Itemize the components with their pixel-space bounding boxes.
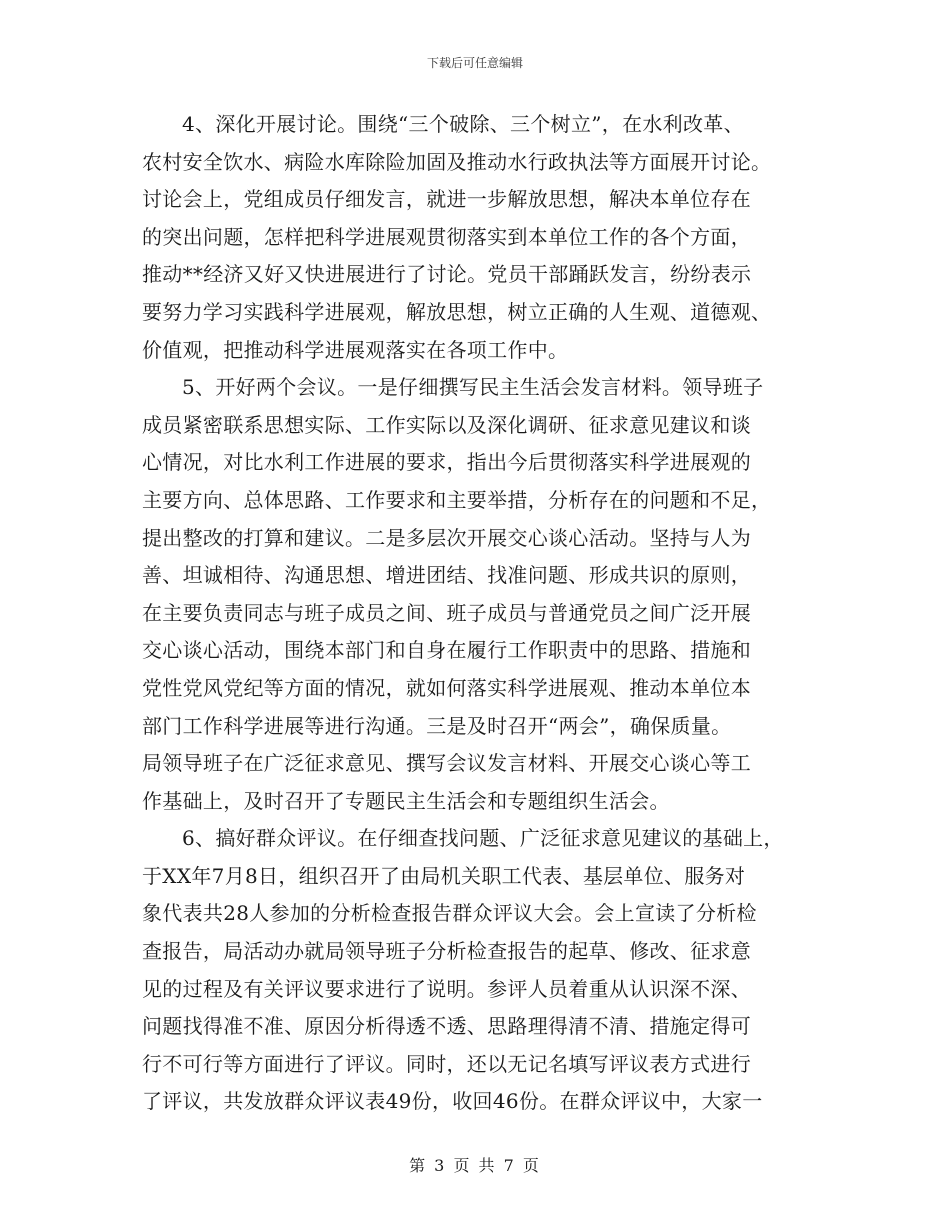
paragraph-4-line-3: 讨论会上，党组成员仔细发言，就进一步解放思想，解决本单位存在 <box>142 187 751 212</box>
paragraph-5-line-4: 主要方向、总体思路、工作要求和主要举措，分析存在的问题和不足， <box>142 487 772 512</box>
paragraph-5-line-8: 交心谈心活动，围绕本部门和自身在履行工作职责中的思路、措施和 <box>142 638 751 663</box>
paragraph-5-line-11: 局领导班子在广泛征求意见、撰写会议发言材料、开展交心谈心等工 <box>142 751 751 776</box>
paragraph-5-line-3: 心情况，对比水利工作进展的要求，指出今后贯彻落实科学进展观的 <box>142 450 751 475</box>
paragraph-5-line-6: 善、坦诚相待、沟通思想、增进团结、找准问题、形成共识的原则， <box>142 563 751 588</box>
paragraph-5-line-7: 在主要负责同志与班子成员之间、班子成员与普通党员之间广泛开展 <box>142 600 751 625</box>
paragraph-6-line-8: 了评议，共发放群众评议表49份，收回46份。在群众评议中，大家一 <box>142 1089 763 1114</box>
paragraph-5-line-9: 党性党风党纪等方面的情况，就如何落实科学进展观、推动本单位本 <box>142 675 751 700</box>
page-footer: 第 3 页 共 7 页 <box>409 1156 541 1175</box>
paragraph-6-line-3: 象代表共28人参加的分析检查报告群众评议大会。会上宣读了分析检 <box>142 901 757 926</box>
paragraph-5-line-1: 5、开好两个会议。一是仔细撰写民主生活会发言材料。领导班子 <box>182 375 764 400</box>
body-text <box>142 106 808 1121</box>
paragraph-6-line-7: 行不可行等方面进行了评议。同时，还以无记名填写评议表方式进行 <box>142 1051 751 1076</box>
paragraph-6-line-1: 6、搞好群众评议。在仔细查找问题、广泛征求意见建议的基础上， <box>182 826 784 851</box>
paragraph-4-line-1: 4、深化开展讨论。围绕“三个破除、三个树立”，在水利改革、 <box>182 112 744 136</box>
paragraph-6-line-2: 于XX年7月8日，组织召开了由局机关职工代表、基层单位、服务对 <box>142 863 746 888</box>
paragraph-4-line-7: 价值观，把推动科学进展观落实在各项工作中。 <box>142 337 569 362</box>
paragraph-4-line-6: 要努力学习实践科学进展观，解放思想，树立正确的人生观、道德观、 <box>142 299 772 324</box>
page-header: 下载后可任意编辑 <box>426 56 523 70</box>
paragraph-5-line-2: 成员紧密联系思想实际、工作实际以及深化调研、征求意见建议和谈 <box>142 412 751 437</box>
paragraph-4-line-5: 推动**经济又好又快进展进行了讨论。党员干部踊跃发言，纷纷表示 <box>142 262 752 287</box>
paragraph-4-line-2: 农村安全饮水、病险水库除险加固及推动水行政执法等方面展开讨论。 <box>142 149 772 174</box>
paragraph-5-line-10: 部门工作科学进展等进行沟通。三是及时召开“两会”，确保质量。 <box>142 713 732 738</box>
paragraph-4-line-4: 的突出问题，怎样把科学进展观贯彻落实到本单位工作的各个方面， <box>142 224 751 249</box>
paragraph-6-line-4: 查报告，局活动办就局领导班子分析检查报告的起草、修改、征求意 <box>142 939 751 964</box>
paragraph-6-line-5: 见的过程及有关评议要求进行了说明。参评人员着重从认识深不深、 <box>142 976 751 1001</box>
paragraph-5-line-5: 提出整改的打算和建议。二是多层次开展交心谈心活动。坚持与人为 <box>142 525 751 550</box>
paragraph-5-line-12: 作基础上，及时召开了专题民主生活会和专题组织生活会。 <box>142 788 670 813</box>
paragraph-6-line-6: 问题找得准不准、原因分析得透不透、思路理得清不清、措施定得可 <box>142 1014 751 1039</box>
